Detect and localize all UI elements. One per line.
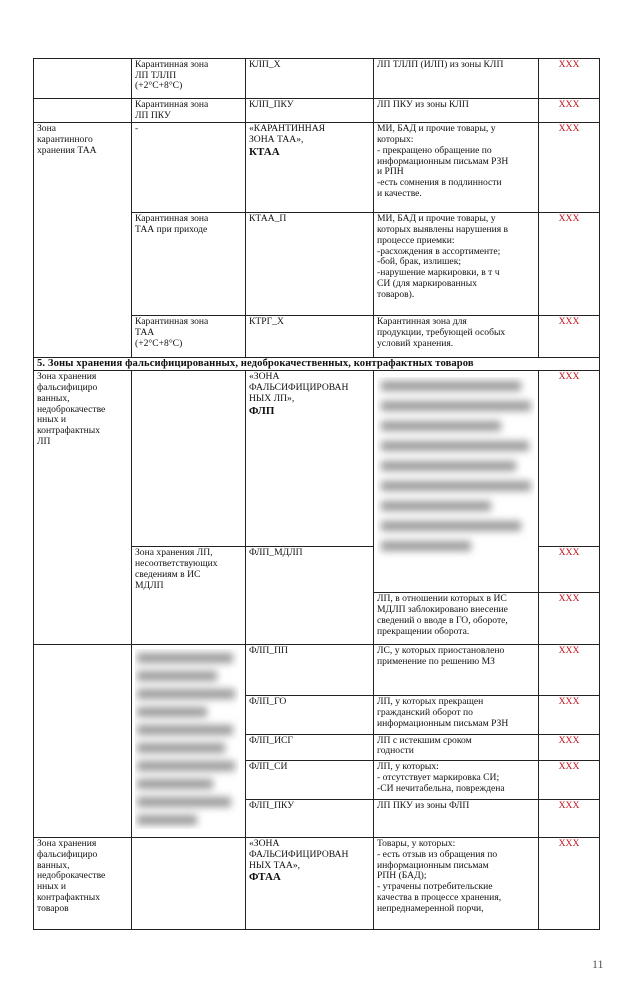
- zone-code-cell: [246, 371, 374, 547]
- table-row: [34, 645, 600, 696]
- zone-code-text: «ЗОНА ФАЛЬСИФИЦИРОВАН НЫХ ТАА»,: [249, 838, 349, 871]
- zone-description-cell: ЛП ТЛЛП (ИЛП) из зоны КЛП: [374, 59, 539, 99]
- zone-code-cell: [246, 838, 374, 930]
- zone-name-cell: Карантинная зона ТАА при приходе: [132, 213, 246, 316]
- zone-group-cell: Зона хранения фальсифициро ванных, недоброкачестве нных и контрафактных ЛП: [34, 371, 132, 645]
- cell-empty: [34, 645, 132, 838]
- cell-empty: [34, 99, 132, 123]
- zone-description-cell: ЛП ПКУ из зоны КЛП: [374, 99, 539, 123]
- zone-code-cell: КТАА_П: [246, 213, 374, 316]
- zone-code-bold: КТАА: [249, 145, 280, 158]
- zone-code-text: «ЗОНА ФАЛЬСИФИЦИРОВАН НЫХ ЛП»,: [249, 371, 349, 404]
- table-row: [34, 123, 600, 213]
- page-number: 11: [592, 957, 604, 971]
- placeholder-cell: XXX: [539, 59, 600, 99]
- placeholder-cell: XXX: [539, 99, 600, 123]
- zone-code-cell: ФЛП_ИСГ: [246, 734, 374, 760]
- zone-description-cell: ЛП, у которых: - отсутствует маркировка СИ; -СИ нечитабельна, повреждена: [374, 761, 539, 800]
- table-row: [34, 99, 600, 123]
- zone-name-cell: -: [132, 123, 246, 213]
- document-page: [33, 58, 599, 930]
- zone-code-cell: КЛП_ПКУ: [246, 99, 374, 123]
- zone-description-cell: ЛС, у которых приостановлено применение по решению МЗ: [374, 645, 539, 696]
- cell-empty: [132, 838, 246, 930]
- zone-name-cell: Карантинная зона ЛП ТЛЛП (+2°С+8°С): [132, 59, 246, 99]
- placeholder-cell: XXX: [539, 696, 600, 735]
- zone-code-cell: ФЛП_ГО: [246, 696, 374, 735]
- placeholder-cell: XXX: [539, 371, 600, 547]
- zone-name-cell: Карантинная зона ЛП ПКУ: [132, 99, 246, 123]
- zone-code-cell: [246, 123, 374, 213]
- blurred-description-cell: [374, 371, 539, 593]
- placeholder-cell: XXX: [539, 761, 600, 800]
- zone-description-cell: Карантинная зона для продукции, требующей особых условий хранения.: [374, 316, 539, 358]
- zone-description-cell: Товары, у которых: - есть отзыв из обращения по информационным письмам РПН (БАД); - утрачены потребительские качества в процессе хранения, непреднамеренной порчи,: [374, 838, 539, 930]
- zone-name-cell: Зона хранения ЛП, несоответствующих сведениям в ИС МДЛП: [132, 547, 246, 645]
- zone-description-cell: ЛП, у которых прекращен гражданский оборот по информационным письмам РЗН: [374, 696, 539, 735]
- zone-group-cell: Зона хранения фальсифициро ванных, недоброкачестве нных и контрафактных товаров: [34, 838, 132, 930]
- storage-zones-table: [33, 58, 600, 930]
- blurred-content-image: [135, 649, 239, 829]
- placeholder-cell: XXX: [539, 734, 600, 760]
- table-row: [34, 59, 600, 99]
- placeholder-cell: XXX: [539, 593, 600, 645]
- table-row: [34, 838, 600, 930]
- zone-description-cell: МИ, БАД и прочие товары, у которых выявлены нарушения в процессе приемки: -расхождения в ассортименте; -бой, брак, излишек; -нарушение маркировки, в т ч СИ (для маркированных товаров).: [374, 213, 539, 316]
- cell-empty: [132, 371, 246, 547]
- zone-description-cell: ЛП с истекшим сроком годности: [374, 734, 539, 760]
- placeholder-cell: XXX: [539, 645, 600, 696]
- zone-code-cell: ФЛП_ПП: [246, 645, 374, 696]
- placeholder-cell: XXX: [539, 547, 600, 593]
- zone-code-cell: КЛП_Х: [246, 59, 374, 99]
- zone-code-cell: ФЛП_МДЛП: [246, 547, 374, 645]
- zone-code-bold: ФТАА: [249, 871, 281, 884]
- section-title: 5. Зоны хранения фальсифицированных, недоброкачественных, контрафактных товаров: [34, 358, 600, 371]
- zone-description-cell: МИ, БАД и прочие товары, у которых: - прекращено обращение по информационным письмам РЗН и РПН -есть сомнения в подлинности и качестве.: [374, 123, 539, 213]
- zone-code-text: «КАРАНТИННАЯ ЗОНА ТАА»,: [249, 123, 326, 146]
- zone-group-cell: Зона карантинного хранения ТАА: [34, 123, 132, 358]
- blurred-content-image: [377, 377, 535, 563]
- zone-code-cell: ФЛП_ПКУ: [246, 799, 374, 838]
- zone-code-cell: ФЛП_СИ: [246, 761, 374, 800]
- zone-description-cell: ЛП ПКУ из зоны ФЛП: [374, 799, 539, 838]
- zone-name-cell: Карантинная зона ТАА (+2°С+8°С): [132, 316, 246, 358]
- section-header-row: [34, 358, 600, 371]
- table-row: [34, 371, 600, 547]
- placeholder-cell: XXX: [539, 838, 600, 930]
- placeholder-cell: XXX: [539, 123, 600, 213]
- placeholder-cell: XXX: [539, 316, 600, 358]
- zone-code-bold: ФЛП: [249, 404, 275, 417]
- zone-description-cell: ЛП, в отношении которых в ИС МДЛП заблокировано внесение сведений о вводе в ГО, обороте, прекращении оборота.: [374, 593, 539, 645]
- placeholder-cell: XXX: [539, 213, 600, 316]
- blurred-zone-names-cell: [132, 645, 246, 838]
- cell-empty: [34, 59, 132, 99]
- placeholder-cell: XXX: [539, 799, 600, 838]
- zone-code-cell: КТРГ_Х: [246, 316, 374, 358]
